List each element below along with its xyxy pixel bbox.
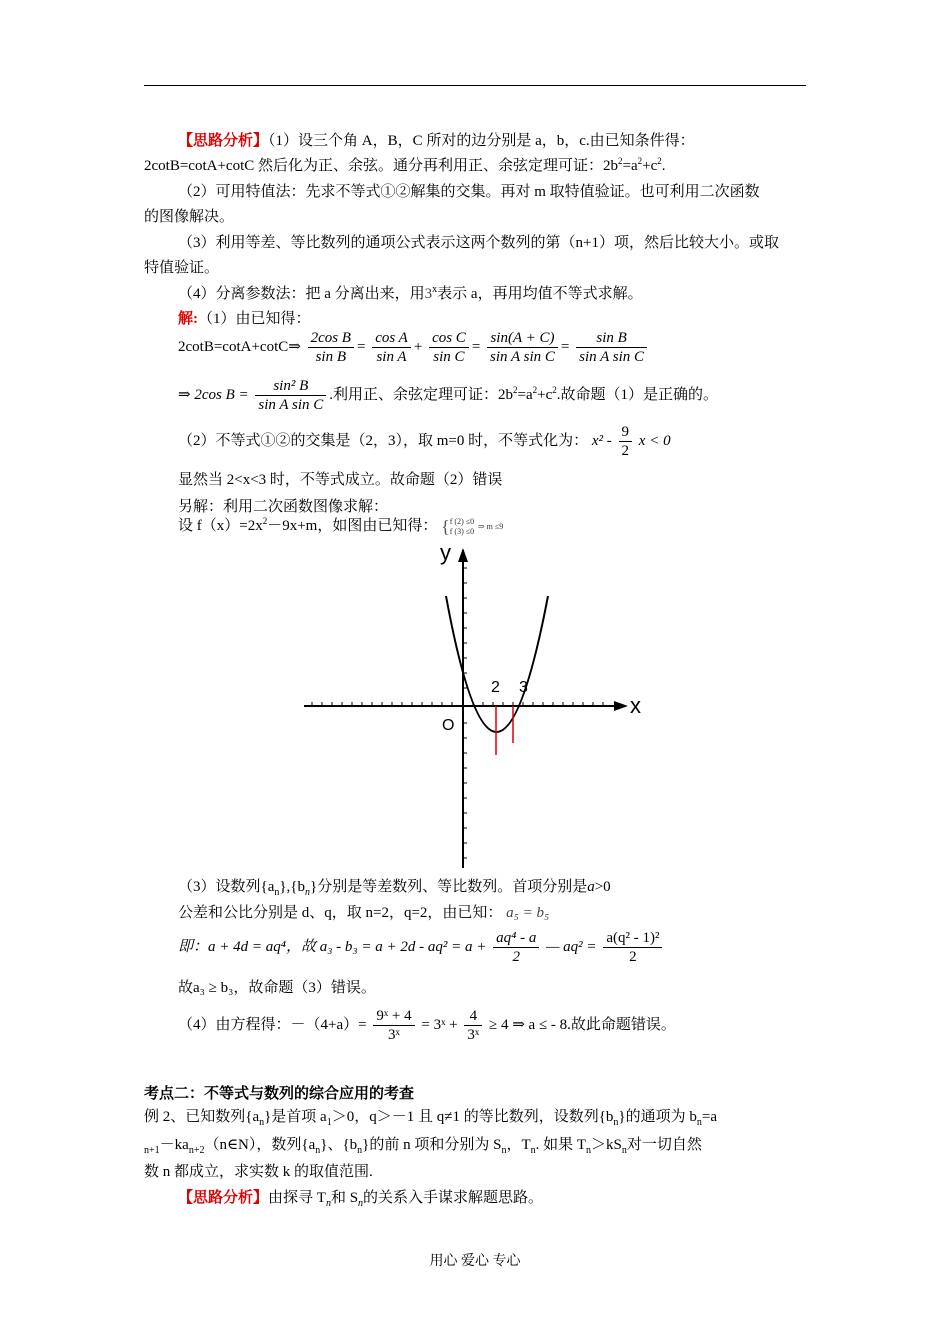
alt-solution: 另解：利用二次函数图像求解：: [178, 499, 389, 515]
analysis-label: 【思路分析】: [178, 133, 269, 149]
analysis-line-1: 【思路分析】（1）设三个角 A，B，C 所对的边分别是 a，b，c.由已知条件得：: [178, 133, 695, 149]
y-axis-label: y: [440, 540, 451, 565]
parabola-graph: [300, 538, 650, 873]
example-2-analysis: 【思路分析】由探寻 $T_n$和 $S_n$的关系入手谋求解题思路。: [178, 1190, 544, 1209]
x-axis-arrow: [614, 701, 628, 711]
solution-part-2b: 显然当 2<x<3 时，不等式成立。故命题（2）错误: [178, 472, 503, 488]
parabola-curve: [446, 596, 548, 732]
solution-eq-2: ⇒ 2cos B = $\frac{\text{sin² B}}{\text{sin A sin C}}$ .利用正、余弦定理可证：$2b^2=a^2+c^2$.故命题（1）是正确的。: [178, 378, 719, 414]
solution-part-3-l1: （3）设数列$\{a_n\},\{b_n\}$分别是等差数列、等比数列。首项分别是a>0: [178, 879, 611, 898]
example-2-analysis-label: 【思路分析】: [178, 1190, 269, 1206]
solution-part-3-l2: 公差和公比分别是 d、q，取 n=2，q=2，由已知： a₅ = b₅: [178, 905, 550, 921]
analysis-p2-l2: 的图像解决。: [144, 209, 235, 225]
tick-label-2: 2: [491, 679, 500, 696]
example-2-l3: 数 n 都成立，求实数 k 的取值范围.: [144, 1164, 373, 1180]
y-axis-arrow: [458, 548, 468, 562]
alt-solution-2: 设 $f(x)=2x^2-9x+m$，如图由已知得： { f (2) ≤0 f (3) ≤0 ⇒ m ≤9: [178, 516, 504, 537]
section-title: 考点二：不等式与数列的综合应用的考查: [144, 1086, 415, 1102]
solution-label: 解:: [178, 311, 198, 327]
solution-part-4: （4）由方程得：－（4+a）= $\frac{\text{9ˣ + 4}}{\text{3ˣ}}$ = 3ˣ + $\frac{4}{\text{3ˣ}}$ ≥ 4 ⇒ a ≤ - 8.故此命题错误。: [178, 1008, 676, 1044]
origin-label: O: [442, 717, 455, 734]
x-axis-label: x: [630, 693, 641, 718]
analysis-p4: （4）分离参数法：把 a 分离出来，用3$^x$表示 a，再用均值不等式求解。: [178, 284, 643, 302]
analysis-p3-l1: （3）利用等差、等比数列的通项公式表示这两个数列的第（n+1）项，然后比较大小。或取: [178, 235, 779, 251]
solution-eq-1: 2cotB=cotA+cotC⇒ $\frac{\text{2cos B}}{\text{sin B}}$ = $\frac{\text{cos A}}{\text{sin A}}$ + $\frac{\text{cos C}}{\text{sin C}}$ = $\frac{\sin(A + C)}{\text{sin A sin C}}$ = $\frac{\text{sin B}}{\text{sin A sin C}}$: [178, 327, 650, 367]
inequality-system: f (2) ≤0 f (3) ≤0: [449, 516, 475, 536]
solution-part-3-l4: 故a₃ ≥ b₃，故命题（3）错误。: [178, 980, 376, 996]
solution-line-1: 解:（1）由已知得：: [178, 311, 311, 327]
header-rule: [144, 85, 806, 86]
tick-label-3: 3: [519, 679, 528, 696]
example-2-l2: $_{n+1}-ka_{n+2}(n\in N)$，数列$\{a_n\}$、$\{b_n\}$的前 n 项和分别为 $S_n$，$T_n$. 如果 $T_n>kS_n$对一切自然: [144, 1137, 702, 1156]
analysis-p3-l2: 特值验证。: [144, 260, 220, 276]
analysis-p2-l1: （2）可用特值法：先求不等式①②解集的交集。再对 m 取特值验证。也可利用二次函数: [178, 184, 760, 200]
page-footer: 用心 爱心 专心: [429, 1254, 521, 1269]
solution-part-2: （2）不等式①②的交集是（2，3），取 m=0 时，不等式化为： x² - $\frac{9}{2}$ x < 0: [178, 424, 671, 460]
analysis-line-2: 2cotB=cotA+cotC 然后化为正、余弦。通分再利用正、余弦定理可证：$2b^2=a^2+c^2$.: [144, 156, 666, 174]
solution-part-3-l3: 即：a + 4d = aq⁴，故 a₃ - b₃ = a + 2d - aq² = a + $\frac{\text{aq⁴ - a}}{2}$ — aq² = $\frac{\text{a(q² - 1)²}}{2}$: [178, 925, 665, 969]
example-2-l1: 例 2、已知数列$\{a_n\}$是首项 $a_1>0$，q＞－1 且 q≠1 的等比数列，设数列$\{b_n\}$的通项为 $b_n=a$: [144, 1109, 717, 1128]
